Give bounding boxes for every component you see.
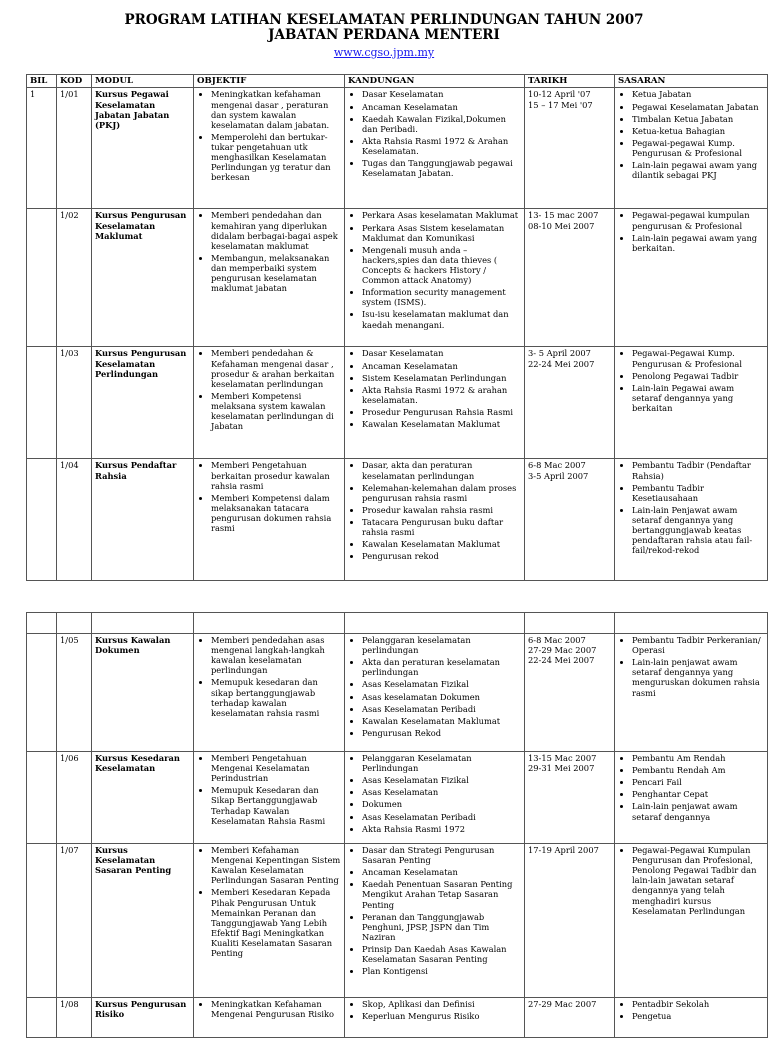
kandungan-cell-item: • Dasar dan Strategi Pengurusan Sasaran Penting: [362, 845, 521, 865]
tarikh-cell: [525, 88, 615, 209]
kod-cell: 1/01: [57, 88, 92, 209]
kod-cell: 1/05: [57, 634, 92, 752]
kandungan-cell-item: • Isu-isu keselamatan maklumat dan kaedah menangani.: [362, 309, 521, 329]
sasaran-cell-list: [618, 89, 764, 180]
tarikh-cell: [525, 209, 615, 347]
kandungan-cell: [345, 88, 525, 209]
table-row: [27, 998, 768, 1038]
kandungan-cell-item: • Prosedur Pengurusan Rahsia Rasmi: [362, 407, 521, 417]
objektif-cell-list: [197, 89, 341, 182]
kandungan-cell-item: • Kelemahan-kelemahan dalam proses pengurusan rahsia rasmi: [362, 483, 521, 503]
kandungan-cell: [345, 844, 525, 998]
modul-cell: Kursus Pengurusan Keselamatan Perlindungan: [92, 347, 194, 459]
document-title: PROGRAM LATIHAN KESELAMATAN PERLINDUNGAN TAHUN 2007: [124, 12, 644, 28]
kandungan-cell-item: • Asas keselamatan Dokumen: [362, 692, 521, 702]
header-bil: BIL: [27, 75, 57, 88]
kod-cell: 1/07: [57, 844, 92, 998]
sasaran-cell-item: • Pencari Fail: [632, 777, 764, 787]
objektif-cell-item: • Memberi Pengetahuan Mengenai Keselamatan Perindustrian: [211, 753, 341, 783]
kod-cell: 1/04: [57, 459, 92, 581]
objektif-cell: [194, 634, 345, 752]
sasaran-cell-list: [618, 753, 764, 822]
kandungan-cell-item: • Peranan dan Tanggungjawab Penghuni, JPSP, JSPN dan Tim Naziran: [362, 912, 521, 942]
table-row: [27, 634, 768, 752]
objektif-cell-list: [197, 635, 341, 718]
sasaran-cell-item: • Pembantu Tadbir Kesetiausahaan: [632, 483, 764, 503]
sasaran-cell: [615, 347, 768, 459]
objektif-cell: [194, 209, 345, 347]
kandungan-cell-list: [348, 210, 521, 329]
table-row: [27, 88, 768, 209]
sasaran-cell: [615, 209, 768, 347]
tarikh-cell-line: 10-12 April '07: [528, 89, 591, 100]
sasaran-cell-item: • Pegawai Keselamatan Jabatan: [632, 102, 764, 112]
tarikh-cell: [525, 844, 615, 998]
objektif-cell-item: • Memberi Pengetahuan berkaitan prosedur kawalan rahsia rasmi: [211, 460, 341, 490]
kandungan-cell: [345, 209, 525, 347]
kandungan-cell-item: • Pengurusan rekod: [362, 551, 521, 561]
kandungan-cell-item: • Asas Keselamatan Fizikal: [362, 679, 521, 689]
blank-cell: [345, 613, 525, 634]
kandungan-cell-item: • Sistem Keselamatan Perlindungan: [362, 373, 521, 383]
kandungan-cell-item: • Ancaman Keselamatan: [362, 867, 521, 877]
blank-cell: [57, 613, 92, 634]
header-kod: KOD: [57, 75, 92, 88]
sasaran-cell-item: • Pembantu Tadbir (Pendaftar Rahsia): [632, 460, 764, 480]
kandungan-cell-item: • Prinsip Dan Kaedah Asas Kawalan Keselamatan Sasaran Penting: [362, 944, 521, 964]
sasaran-cell-list: [618, 348, 764, 413]
kandungan-cell-item: • Akta Rahsia Rasmi 1972 & Arahan Keselamatan.: [362, 136, 521, 156]
modul-cell: Kursus Kesedaran Keselamatan: [92, 752, 194, 844]
bil-cell: [27, 752, 57, 844]
header-objektif: OBJEKTIF: [194, 75, 345, 88]
sasaran-cell: [615, 998, 768, 1038]
kandungan-cell-item: • Prosedur kawalan rahsia rasmi: [362, 505, 521, 515]
kod-cell: 1/02: [57, 209, 92, 347]
kandungan-cell: [345, 459, 525, 581]
header-kandungan: KANDUNGAN: [345, 75, 525, 88]
sasaran-cell-item: • Pembantu Tadbir Perkeranian/ Operasi: [632, 635, 764, 655]
objektif-cell-list: [197, 460, 341, 533]
tarikh-cell-line: 6-8 Mac 2007: [528, 460, 586, 471]
document-subtitle: JABATAN PERDANA MENTERI: [268, 27, 500, 43]
bil-cell: [27, 459, 57, 581]
tarikh-cell: [525, 998, 615, 1038]
kandungan-cell-item: • Pelanggaran keselamatan perlindungan: [362, 635, 521, 655]
program-table-page-2: [26, 612, 768, 1038]
tarikh-cell-line: 6-8 Mac 2007: [528, 635, 586, 645]
kandungan-cell-item: • Ancaman Keselamatan: [362, 361, 521, 371]
kandungan-cell-item: • Pelanggaran Keselamatan Perlindungan: [362, 753, 521, 773]
sasaran-cell: [615, 88, 768, 209]
kandungan-cell-item: • Perkara Asas Sistem keselamatan Maklumat dan Komunikasi: [362, 223, 521, 243]
website-line: [0, 46, 768, 59]
modul-cell: Kursus Pengurusan Keselamatan Maklumat: [92, 209, 194, 347]
sasaran-cell-item: • Lain-lain Pegawai awam setaraf dengannya yang berkaitan: [632, 383, 764, 413]
kandungan-cell: [345, 752, 525, 844]
tarikh-cell-line: 22-24 Mei 2007: [528, 358, 595, 369]
objektif-cell-list: [197, 753, 341, 826]
blank-header-row: [27, 613, 768, 634]
sasaran-cell-item: • Pegawai-pegawai Kump. Pengurusan & Profesional: [632, 138, 764, 158]
sasaran-cell-list: [618, 845, 764, 916]
kandungan-cell-item: • Tatacara Pengurusan buku daftar rahsia rasmi: [362, 517, 521, 537]
sasaran-cell-item: • Pembantu Rendah Am: [632, 765, 764, 775]
header-row: [27, 75, 768, 88]
sasaran-cell-item: • Ketua Jabatan: [632, 89, 764, 99]
modul-cell: Kursus Pengurusan Risiko: [92, 998, 194, 1038]
kandungan-cell-item: • Ancaman Keselamatan: [362, 102, 521, 112]
kandungan-cell: [345, 998, 525, 1038]
kandungan-cell-item: • Mengenali musuh anda – hackers,spies dan data thieves ( Concepts & hackers History / Common attack Anatomy): [362, 245, 521, 285]
kandungan-cell-item: • Dasar, akta dan peraturan keselamatan perlindungan: [362, 460, 521, 480]
tarikh-cell: [525, 752, 615, 844]
objektif-cell: [194, 998, 345, 1038]
objektif-cell-item: • Memberi pendedahan & Kefahaman mengenai dasar , prosedur & arahan berkaitan keselamatan perlindungan: [211, 348, 341, 388]
objektif-cell-list: [197, 999, 341, 1019]
objektif-cell-item: • Memberi Kefahaman Mengenai Kepentingan Sistem Kawalan Keselamatan Perlindungan Sasaran Penting: [211, 845, 341, 885]
objektif-cell-list: [197, 845, 341, 958]
sasaran-cell-list: [618, 999, 764, 1021]
modul-cell: Kursus Pegawai Keselamatan Jabatan Jabatan (PKJ): [92, 88, 194, 209]
tarikh-cell-line: 15 – 17 Mei '07: [528, 99, 593, 110]
sasaran-cell: [615, 459, 768, 581]
kandungan-cell-list: [348, 348, 521, 429]
kandungan-cell-item: • Kawalan Keselamatan Maklumat: [362, 716, 521, 726]
kandungan-cell-item: • Akta Rahsia Rasmi 1972: [362, 824, 521, 834]
bil-cell: [27, 347, 57, 459]
objektif-cell-item: • Meningkatkan kefahaman mengenai dasar , peraturan dan system kawalan keselamatan dalam jabatan.: [211, 89, 341, 129]
sasaran-cell: [615, 844, 768, 998]
sasaran-cell-list: [618, 210, 764, 252]
kandungan-cell-list: [348, 999, 521, 1021]
tarikh-cell-line: 13-15 Mac 2007: [528, 753, 597, 763]
sasaran-cell-item: • Pegawai-Pegawai Kump. Pengurusan & Profesional: [632, 348, 764, 368]
sasaran-cell-item: • Ketua-ketua Bahagian: [632, 126, 764, 136]
modul-cell: Kursus Keselamatan Sasaran Penting: [92, 844, 194, 998]
kandungan-cell-item: • Dasar Keselamatan: [362, 348, 521, 358]
table-row: [27, 459, 768, 581]
blank-cell: [525, 613, 615, 634]
kandungan-cell-list: [348, 89, 521, 178]
objektif-cell-item: • Meningkatkan Kefahaman Mengenai Pengurusan Risiko: [211, 999, 341, 1019]
kandungan-cell: [345, 634, 525, 752]
website-link[interactable]: www.cgso.jpm.my: [333, 46, 435, 59]
tarikh-cell-line: 08-10 Mei 2007: [528, 220, 595, 231]
tarikh-cell-line: 27-29 Mac 2007: [528, 999, 597, 1009]
header-tarikh: TARIKH: [525, 75, 615, 88]
blank-cell: [92, 613, 194, 634]
objektif-cell-item: • Memupuk kesedaran dan sikap bertanggungjawab terhadap kawalan keselamatan rahsia rasmi: [211, 677, 341, 717]
kandungan-cell-list: [348, 460, 521, 561]
objektif-cell-item: • Memberi Kompetensi dalam melaksanakan tatacara pengurusan dokumen rahsia rasmi: [211, 493, 341, 533]
objektif-cell-item: • Memupuk Kesedaran dan Sikap Bertanggungjawab Terhadap Kawalan Keselamatan Rahsia Rasmi: [211, 785, 341, 825]
program-table-page-1: [26, 74, 768, 581]
kod-cell: 1/08: [57, 998, 92, 1038]
bil-cell: [27, 634, 57, 752]
objektif-cell: [194, 752, 345, 844]
table-row: [27, 209, 768, 347]
kandungan-cell-list: [348, 635, 521, 738]
objektif-cell-item: • Memberi pendedahan dan kemahiran yang diperlukan didalam berbagai-bagai aspek keselamatan maklumat: [211, 210, 341, 250]
sasaran-cell-item: • Pentadbir Sekolah: [632, 999, 764, 1009]
tarikh-cell-line: 3- 5 April 2007: [528, 348, 591, 359]
sasaran-cell-item: • Lain-lain Penjawat awam setaraf dengannya yang bertanggungjawab keatas pendaftaran rahsia atau fail-fail/rekod-rekod: [632, 505, 764, 556]
kandungan-cell-item: • Asas Keselamatan Peribadi: [362, 812, 521, 822]
blank-cell: [615, 613, 768, 634]
blank-cell: [194, 613, 345, 634]
kandungan-cell-item: • Akta dan peraturan keselamatan perlindungan: [362, 657, 521, 677]
kandungan-cell-item: • Asas Keselamatan Fizikal: [362, 775, 521, 785]
objektif-cell: [194, 347, 345, 459]
kandungan-cell-list: [348, 845, 521, 976]
header-sasaran: SASARAN: [615, 75, 768, 88]
sasaran-cell: [615, 752, 768, 844]
tarikh-cell: [525, 459, 615, 581]
kod-cell: 1/06: [57, 752, 92, 844]
table-row: [27, 844, 768, 998]
tarikh-cell-line: 27-29 Mac 2007: [528, 645, 597, 656]
kandungan-cell-item: • Kawalan Keselamatan Maklumat: [362, 539, 521, 549]
blank-cell: [27, 613, 57, 634]
tarikh-cell-line: 3-5 April 2007: [528, 470, 589, 481]
objektif-cell-list: [197, 210, 341, 293]
objektif-cell-item: • Membangun, melaksanakan dan memperbaiki system pengurusan keselamatan maklumat jabatan: [211, 253, 341, 293]
kandungan-cell-item: • Dasar Keselamatan: [362, 89, 521, 99]
objektif-cell-item: • Memberi Kesedaran Kepada Pihak Pengurusan Untuk Memainkan Peranan dan Tanggungjawab Yang Lebih Efektif Bagi Meningkatkan Kualiti Keselamatan Sasaran Penting: [211, 887, 341, 958]
kod-cell: 1/03: [57, 347, 92, 459]
table-row: [27, 347, 768, 459]
objektif-cell: [194, 88, 345, 209]
kandungan-cell-list: [348, 753, 521, 834]
tarikh-cell-line: 29-31 Mei 2007: [528, 763, 595, 774]
tarikh-cell: [525, 347, 615, 459]
sasaran-cell-item: • Pegawai-Pegawai Kumpulan Pengurusan dan Profesional, Penolong Pegawai Tadbir dan lain-lain jawatan setaraf dengannya yang telah menghadiri kursus Keselamatan Perlindungan: [632, 845, 764, 916]
kandungan-cell-item: • Kaedah Kawalan Fizikal,Dokumen dan Peribadi.: [362, 114, 521, 134]
objektif-cell-item: • Memberi Kompetensi melaksana system kawalan keselamatan perlindungan di Jabatan: [211, 391, 341, 431]
modul-cell: Kursus Pendaftar Rahsia: [92, 459, 194, 581]
kandungan-cell-item: • Perkara Asas keselamatan Maklumat: [362, 210, 521, 220]
kandungan-cell-item: • Information security management system (ISMS).: [362, 287, 521, 307]
kandungan-cell-item: • Asas Keselamatan Peribadi: [362, 704, 521, 714]
kandungan-cell-item: • Akta Rahsia Rasmi 1972 & arahan keselamatan.: [362, 385, 521, 405]
kandungan-cell-item: • Tugas dan Tanggungjawab pegawai Keselamatan Jabatan.: [362, 158, 521, 178]
objektif-cell-list: [197, 348, 341, 431]
objektif-cell-item: • Memperolehi dan bertukar-tukar pengetahuan utk menghasilkan Keselamatan Perlindungan yg teratur dan berkesan: [211, 132, 341, 183]
sasaran-cell-item: • Pengetua: [632, 1011, 764, 1021]
tarikh-cell-line: 13- 15 mac 2007: [528, 210, 599, 221]
bil-cell: [27, 209, 57, 347]
sasaran-cell-item: • Pegawai-pegawai kumpulan pengurusan & Profesional: [632, 210, 764, 230]
tarikh-cell-line: 22-24 Mei 2007: [528, 655, 595, 666]
modul-cell: Kursus Kawalan Dokumen: [92, 634, 194, 752]
sasaran-cell-item: • Penolong Pegawai Tadbir: [632, 371, 764, 381]
kandungan-cell-item: • Kawalan Keselamatan Maklumat: [362, 419, 521, 429]
kandungan-cell: [345, 347, 525, 459]
sasaran-cell: [615, 634, 768, 752]
sasaran-cell-item: • Lain-lain penjawat awam setaraf dengannya yang menguruskan dokumen rahsia rasmi: [632, 657, 764, 697]
tarikh-cell-line: 17-19 April 2007: [528, 845, 599, 855]
objektif-cell: [194, 844, 345, 998]
sasaran-cell-list: [618, 460, 764, 555]
objektif-cell: [194, 459, 345, 581]
sasaran-cell-list: [618, 635, 764, 698]
kandungan-cell-item: • Plan Kontigensi: [362, 966, 521, 976]
kandungan-cell-item: • Keperluan Mengurus Risiko: [362, 1011, 521, 1021]
tarikh-cell: [525, 634, 615, 752]
sasaran-cell-item: • Lain-lain penjawat awam setaraf dengannya: [632, 801, 764, 821]
sasaran-cell-item: • Lain-lain pegawai awam yang berkaitan.: [632, 233, 764, 253]
sasaran-cell-item: • Pembantu Am Rendah: [632, 753, 764, 763]
table-row: [27, 752, 768, 844]
kandungan-cell-item: • Skop, Aplikasi dan Definisi: [362, 999, 521, 1009]
bil-cell: [27, 844, 57, 998]
sasaran-cell-item: • Penghantar Cepat: [632, 789, 764, 799]
kandungan-cell-item: • Kaedah Penentuan Sasaran Penting Mengikut Arahan Tetap Sasaran Penting: [362, 879, 521, 909]
kandungan-cell-item: • Asas Keselamatan: [362, 787, 521, 797]
kandungan-cell-item: • Dokumen: [362, 799, 521, 809]
sasaran-cell-item: • Lain-lain pegawai awam yang dilantik sebagai PKJ: [632, 160, 764, 180]
kandungan-cell-item: • Pengurusan Rekod: [362, 728, 521, 738]
header-modul: MODUL: [92, 75, 194, 88]
bil-cell: [27, 998, 57, 1038]
sasaran-cell-item: • Timbalan Ketua Jabatan: [632, 114, 764, 124]
bil-cell: 1: [27, 88, 57, 209]
objektif-cell-item: • Memberi pendedahan asas mengenai langkah-langkah kawalan keselamatan perlindungan: [211, 635, 341, 675]
